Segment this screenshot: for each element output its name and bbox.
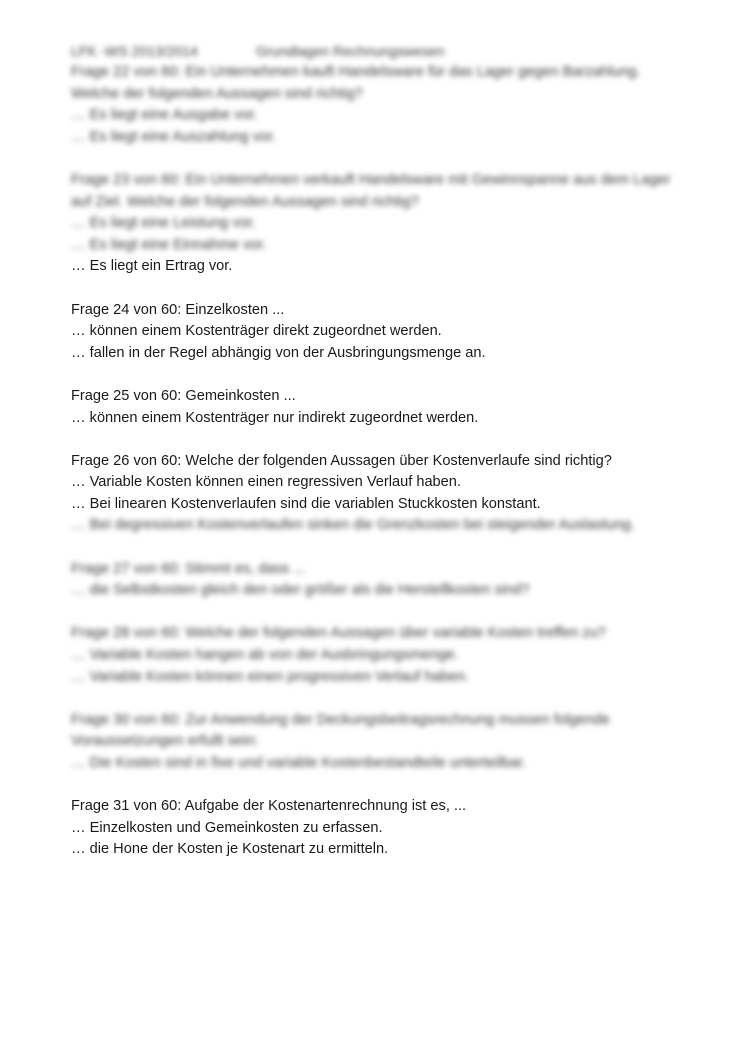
question-block [71, 451, 691, 537]
question-block [71, 559, 691, 602]
question-prompt: Frage 23 von 60: Ein Unternehmen verkauft Handelsware mit Gewinnspanne aus dem Lager auf Ziel. Welche der folgenden Aussagen sind richtig? [71, 171, 671, 210]
answer-line: … Es liegt eine Einnahme vor. [71, 236, 267, 253]
question-block [71, 170, 691, 278]
question-block [71, 386, 691, 429]
question-block [71, 62, 691, 148]
answer-line: … Es liegt eine Leistung vor. [71, 215, 256, 232]
question-prompt: Frage 22 von 60: Ein Unternehmen kauft Handelsware für das Lager gegen Barzahlung. Welche der folgenden Aussagen sind richtig? [71, 64, 641, 102]
answer-line: … die Hone der Kosten je Kostenart zu ermitteln. [71, 841, 389, 858]
document-header [71, 40, 691, 62]
answer-line: … Die Kosten sind in fixe und variable Kostenbestandteile unterteilbar. [71, 755, 527, 771]
document-page [71, 40, 691, 861]
answer-line: … fallen in der Regel abhängig von der Ausbringungsmenge an. [71, 344, 486, 361]
answer-line: … die Selbstkosten gleich den oder größer als die Herstellkosten sind? [71, 582, 530, 599]
course-label: LFK -WS 2013/2014 [71, 43, 198, 59]
question-block [71, 796, 691, 861]
question-prompt: Frage 27 von 60: Stimmt es, dass ... [71, 560, 306, 577]
answer-line: … können einem Kostenträger direkt zugeordnet werden. [71, 323, 442, 340]
question-prompt: Frage 30 von 60: Zur Anwendung der Deckungsbeitragsrechnung mussen folgende Voraussetzungen erfullt sein: [71, 711, 610, 750]
answer-line: … Einzelkosten und Gemeinkosten zu erfassen. [71, 819, 383, 836]
question-prompt: Frage 28 von 60: Welche der folgenden Aussagen über variable Kosten treffen zu? [71, 625, 606, 642]
question-block [71, 710, 691, 775]
answer-line: … Variable Kosten können einen regressiven Verlauf haben. [71, 474, 461, 491]
question-prompt: Frage 24 von 60: Einzelkosten ... [71, 301, 285, 318]
answer-line: … Variable Kosten können einen progressiven Verlauf haben. [71, 668, 470, 685]
question-prompt: Frage 26 von 60: Welche der folgenden Aussagen über Kostenverlaufe sind richtig? [71, 452, 612, 469]
answer-line: … Bei degressiven Kostenverlaufen sinken die Grenzkosten bei steigender Auslastung. [71, 517, 635, 534]
answer-line: … Es liegt eine Ausgabe vor. [71, 107, 258, 124]
question-block [71, 300, 691, 365]
question-prompt: Frage 31 von 60: Aufgabe der Kostenartenrechnung ist es, ... [71, 798, 467, 815]
question-prompt: Frage 25 von 60: Gemeinkosten ... [71, 387, 296, 404]
answer-line: … können einem Kostenträger nur indirekt zugeordnet werden. [71, 409, 479, 426]
answer-line: … Bei linearen Kostenverlaufen sind die variablen Stuckkosten konstant. [71, 495, 541, 512]
answer-line: … Es liegt eine Auszahlung vor. [71, 128, 277, 145]
answer-line: … Es liegt ein Ertrag vor. [71, 258, 233, 275]
answer-line: … Variable Kosten hangen ab von der Ausbringungsmenge. [71, 647, 459, 664]
question-block [71, 623, 691, 688]
subject-label: Grundlagen Rechnungswesen [256, 43, 445, 59]
